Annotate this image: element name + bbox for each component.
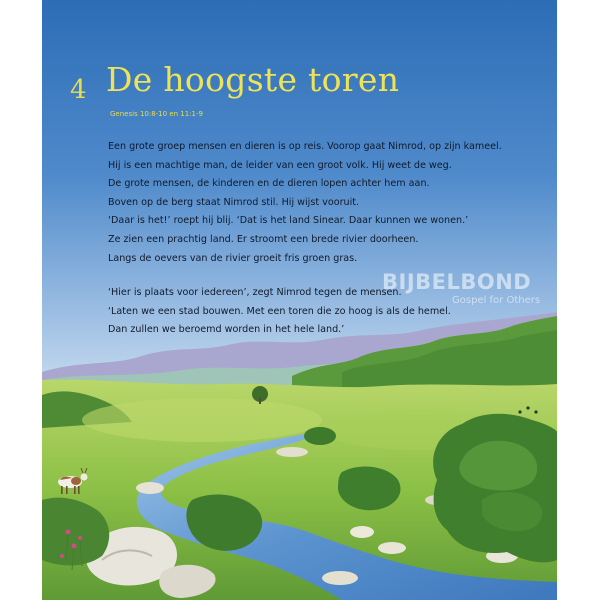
story-line: Een grote groep mensen en dieren is op reis. Voorop gaat Nimrod, op zijn kameel. [108,141,502,152]
book-page [42,0,557,600]
chapter-title: De hoogste toren [106,60,400,99]
story-line: Hij is een machtige man, de leider van een groot volk. Hij weet de weg. [108,159,452,171]
story-line: Ze zien een prachtig land. Er stroomt een brede rivier doorheen. [108,233,419,245]
story-line: Boven op de berg staat Nimrod stil. Hij wijst vooruit. [108,196,360,208]
story-line: Langs de oevers van de rivier groeit fris groen gras. [108,252,358,264]
chapter-number: 4 [70,75,87,105]
story-line: ‘Daar is het!’ roept hij blij. ‘Dat is het land Sinear. Daar kunnen we wonen.’ [108,215,469,227]
story-line: ‘Laten we een stad bouwen. Met een toren die zo hoog is als de hemel. [108,305,451,317]
scripture-reference: Genesis 10:8-10 en 11:1-9 [110,110,203,118]
watermark-sub: Gospel for Others [452,295,541,306]
story-line: Dan zullen we beroemd worden in het hele land.’ [108,324,345,336]
watermark [382,270,557,314]
story-line: ‘Hier is plaats voor iedereen’, zegt Nimrod tegen de mensen. [108,287,402,299]
watermark-main: BIJBELBOND [382,270,532,294]
story-line: De grote mensen, de kinderen en de dieren lopen achter hem aan. [108,178,430,190]
